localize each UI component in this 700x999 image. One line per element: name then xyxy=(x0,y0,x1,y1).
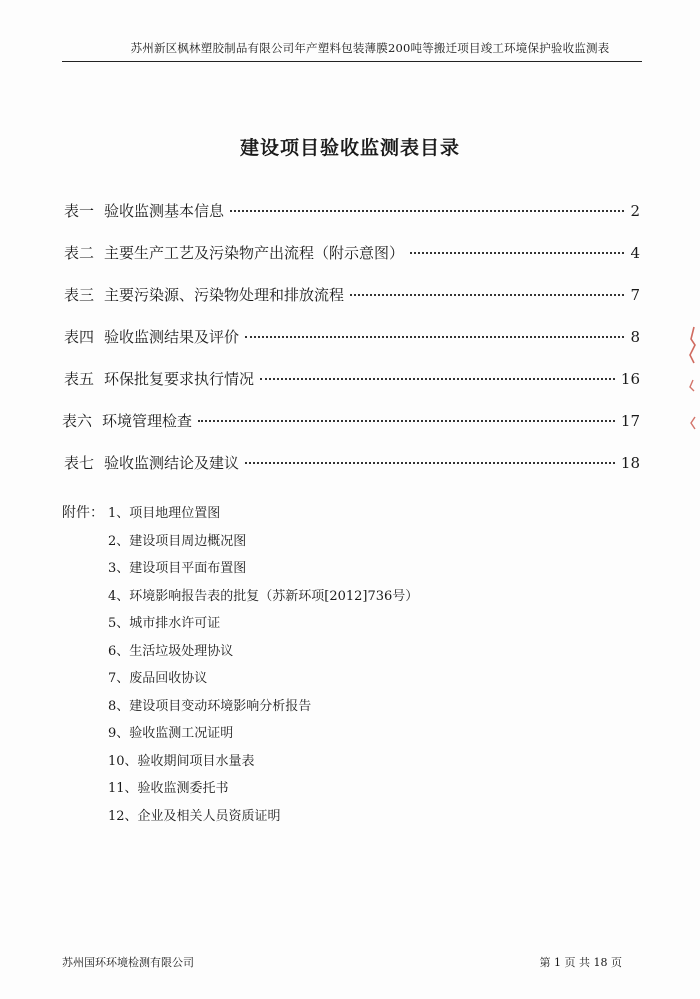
attachment-item: 8、建设项目变动环境影响分析报告 xyxy=(108,698,312,714)
attachment-item: 11、验收监测委托书 xyxy=(108,781,229,796)
attachments-list xyxy=(108,502,418,832)
running-header: 苏州新区枫林塑胶制品有限公司年产塑料包装薄膜200吨等搬迁项目竣工环境保护验收监测表 xyxy=(130,41,610,55)
attachment-item: 5、城市排水许可证 xyxy=(108,616,221,631)
toc-leader-dots xyxy=(260,378,615,380)
attachment-item: 9、验收监测工况证明 xyxy=(108,726,234,741)
attachment-item: 7、废品回收协议 xyxy=(108,671,208,686)
toc-entry-number: 表三 xyxy=(64,286,95,304)
toc-entry xyxy=(62,410,640,452)
toc-entry-page: 16 xyxy=(620,370,640,388)
toc-entry xyxy=(62,368,640,410)
page-title: 建设项目验收监测表目录 xyxy=(239,137,460,159)
attachment-item: 12、企业及相关人员资质证明 xyxy=(108,808,281,824)
toc-entry-page: 17 xyxy=(620,412,640,430)
attachment-item: 1、项目地理位置图 xyxy=(108,506,221,521)
attachment-item: 3、建设项目平面布置图 xyxy=(108,561,247,576)
attachment-item: 2、建设项目周边概况图 xyxy=(108,533,247,549)
attachment-item: 6、生活垃圾处理协议 xyxy=(108,643,234,659)
table-of-contents xyxy=(62,200,640,494)
attachment-item: 10、验收期间项目水量表 xyxy=(108,753,255,769)
attachments-label: 附件： xyxy=(62,505,104,521)
seal-edge-mark xyxy=(688,325,698,435)
toc-entry-page: 7 xyxy=(630,286,640,304)
toc-entry-title: 验收监测结论及建议 xyxy=(104,454,240,472)
toc-entry xyxy=(62,200,640,242)
toc-entry-number: 表六 xyxy=(62,412,93,430)
toc-entry-title: 环境管理检查 xyxy=(102,412,193,430)
toc-leader-dots xyxy=(230,210,624,212)
toc-entry xyxy=(62,242,640,284)
toc-entry xyxy=(62,452,640,494)
toc-entry-page: 2 xyxy=(630,202,640,220)
toc-entry-number: 表七 xyxy=(64,454,95,472)
toc-entry-title: 验收监测结果及评价 xyxy=(104,328,240,346)
footer-company: 苏州国环环境检测有限公司 xyxy=(62,956,194,969)
toc-entry-title: 验收监测基本信息 xyxy=(104,202,225,220)
toc-entry xyxy=(62,284,640,326)
toc-entry xyxy=(62,326,640,368)
toc-entry-page: 18 xyxy=(620,454,640,472)
toc-entry-page: 8 xyxy=(630,328,640,346)
toc-entry-number: 表一 xyxy=(64,202,95,220)
toc-leader-dots xyxy=(410,252,624,254)
toc-leader-dots xyxy=(245,336,624,338)
footer-page-number: 第 1 页 共 18 页 xyxy=(539,956,622,969)
toc-leader-dots xyxy=(350,294,624,296)
toc-entry-title: 主要污染源、污染物处理和排放流程 xyxy=(104,286,345,304)
toc-entry-title: 主要生产工艺及污染物产出流程（附示意图） xyxy=(104,244,405,262)
toc-entry-page: 4 xyxy=(630,244,640,262)
toc-entry-number: 表二 xyxy=(64,244,95,262)
toc-entry-number: 表五 xyxy=(64,370,95,388)
attachment-item: 4、环境影响报告表的批复（苏新环项[2012]736号） xyxy=(108,588,419,604)
toc-entry-number: 表四 xyxy=(64,328,95,346)
toc-leader-dots xyxy=(245,462,615,464)
header-rule xyxy=(62,61,642,62)
toc-leader-dots xyxy=(198,420,615,422)
toc-entry-title: 环保批复要求执行情况 xyxy=(104,370,255,388)
